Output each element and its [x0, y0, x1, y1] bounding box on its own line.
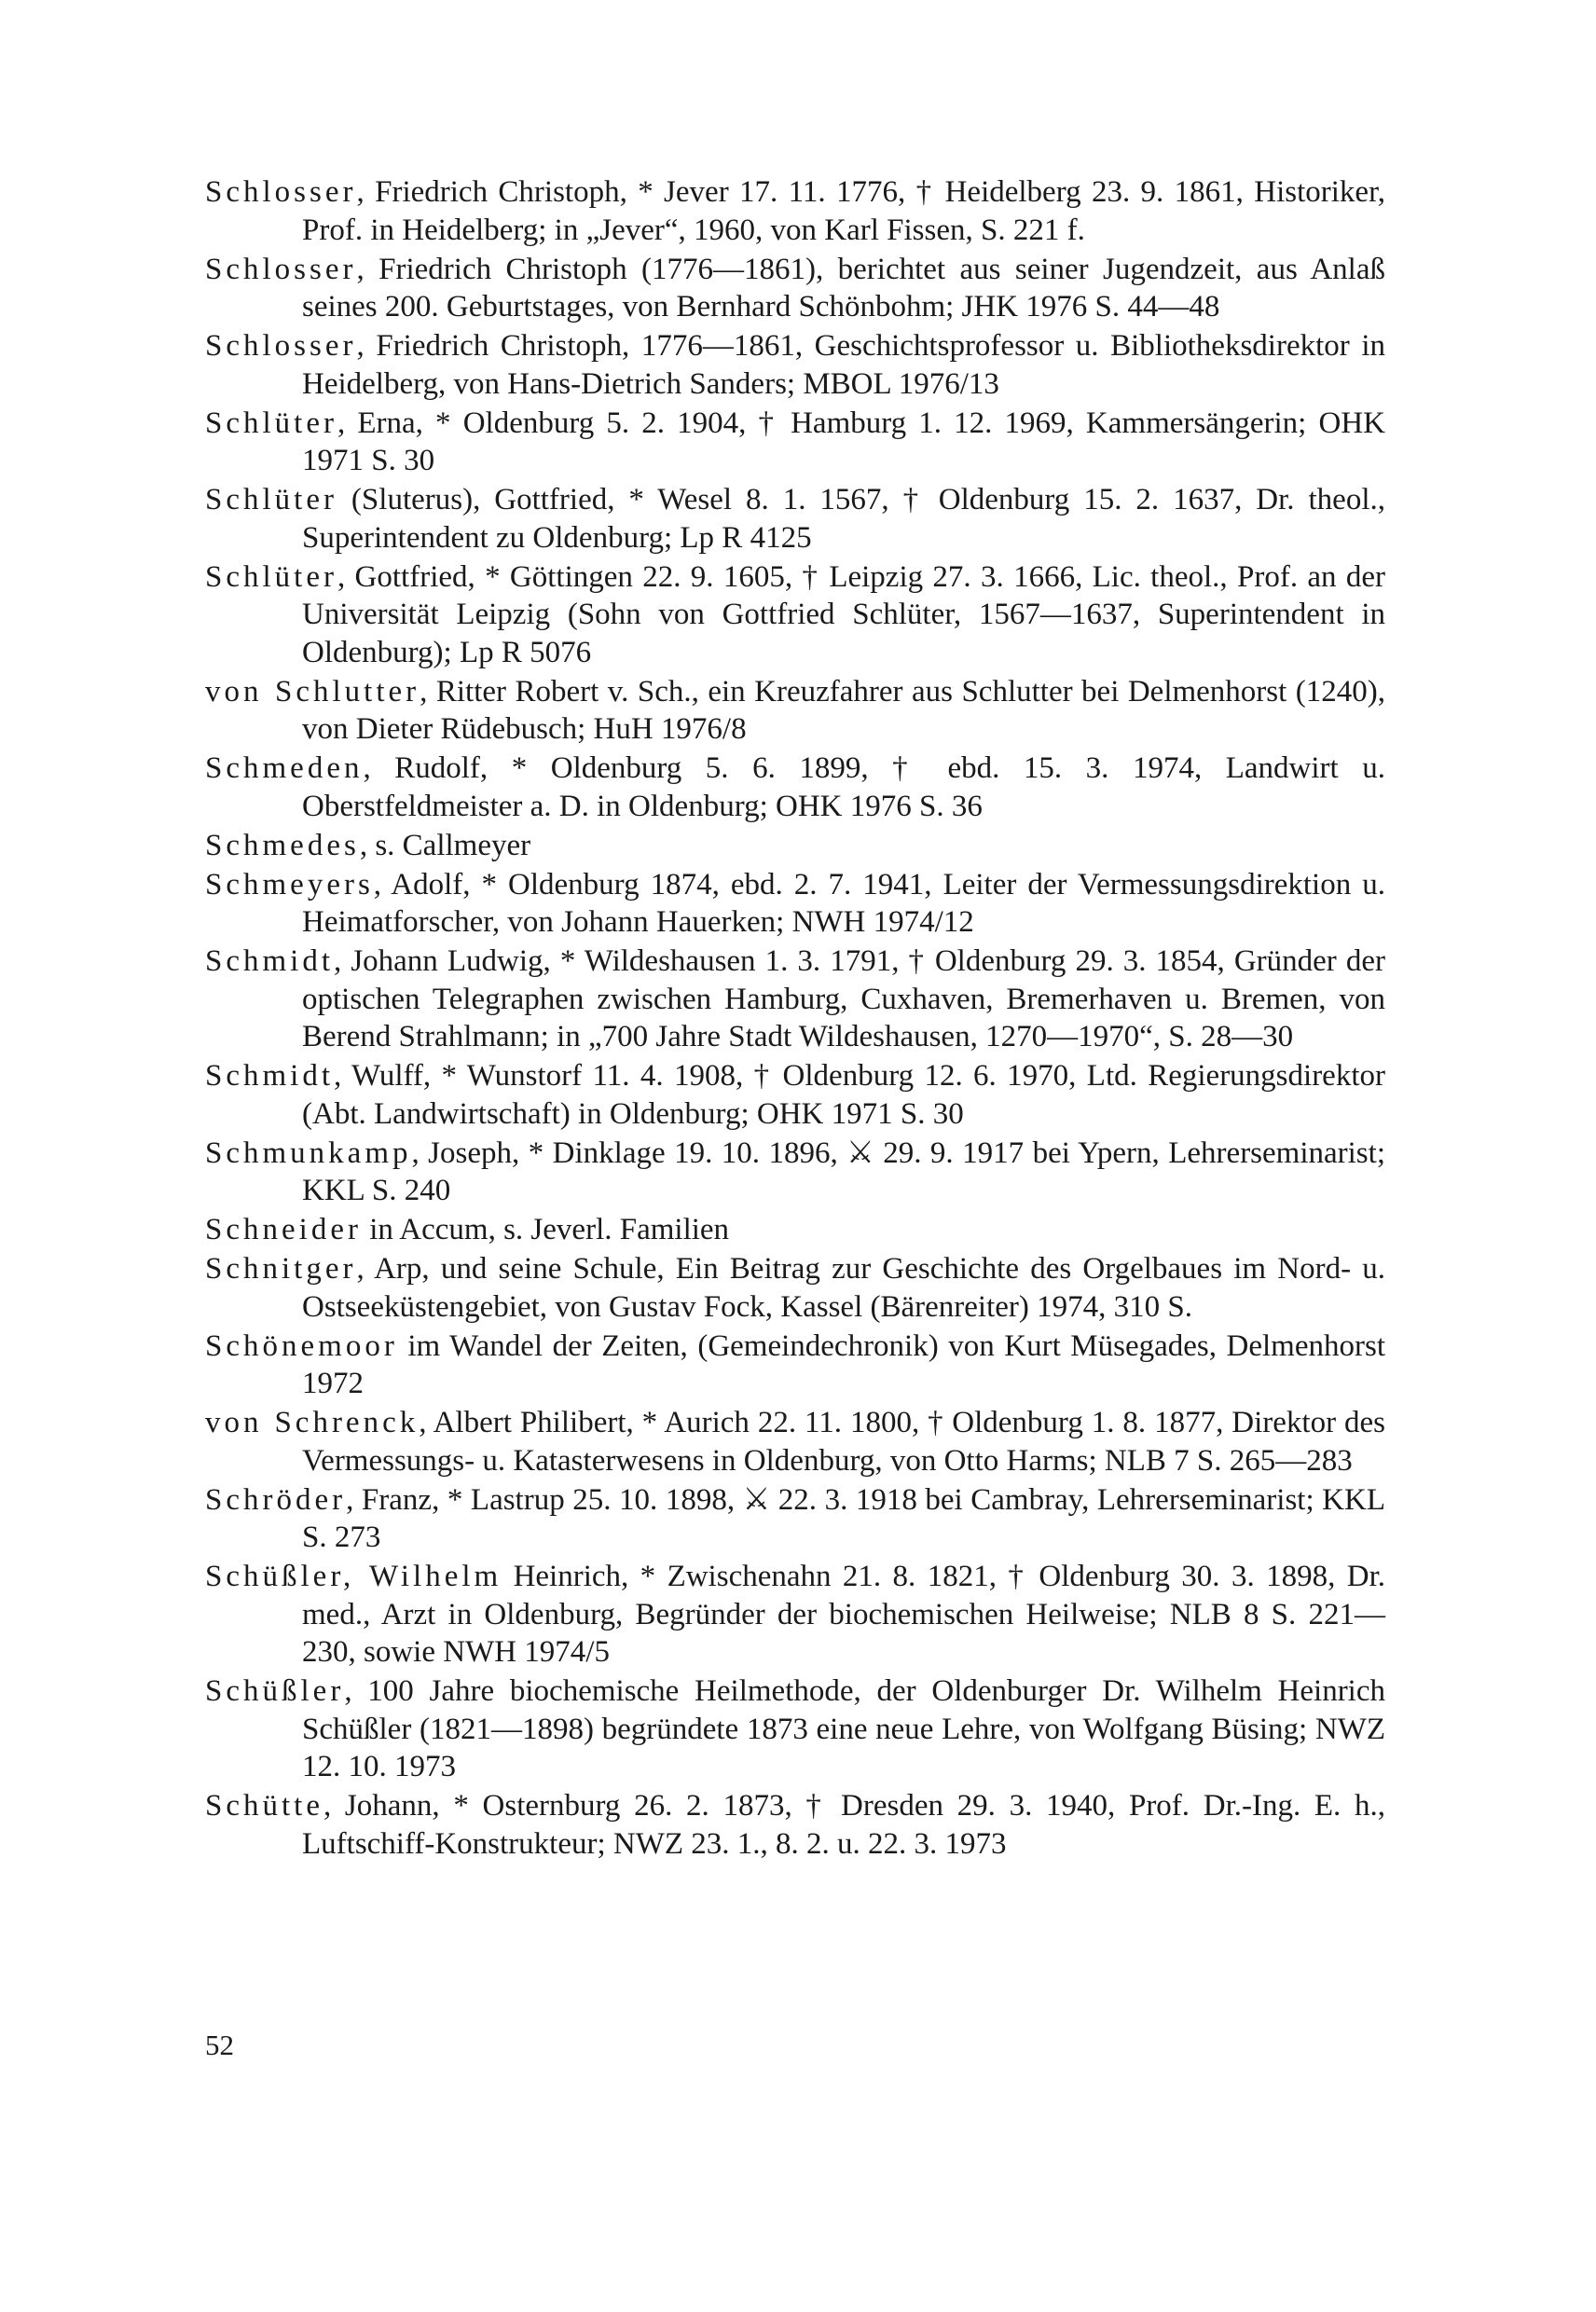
bibliography-entry — [205, 673, 1385, 749]
entry-text: , Franz, * Lastrup 25. 10. 1898, ⚔ 22. 3. 1918 bei Cambray, Lehrerseminarist; KKL S. 273 — [302, 1482, 1385, 1554]
entry-prefix: von — [205, 674, 275, 709]
entry-text: , Adolf, * Oldenburg 1874, ebd. 2. 7. 1941, Leiter der Vermessungsdirektion u. Heimatforscher, von Johann Hauerken; NWH 1974/12 — [302, 867, 1385, 939]
entry-headword: Schlosser — [205, 329, 357, 363]
entry-headword: Schmeden — [205, 751, 364, 785]
entry-text: , Friedrich Christoph, * Jever 17. 11. 1776, † Heidelberg 23. 9. 1861, Historiker, Prof. in Heidelberg; in „Jever“, 1960, von Karl Fissen, S. 221 f. — [302, 175, 1385, 247]
bibliography-entry — [205, 1558, 1385, 1672]
bibliography-entry — [205, 1328, 1385, 1403]
bibliography-entry — [205, 1787, 1385, 1863]
entry-prefix: von — [205, 1406, 275, 1439]
entry-headword: Schüßler, Wilhelm — [205, 1560, 502, 1593]
entry-text: , s. Callmeyer — [359, 828, 531, 862]
entry-headword: Schlüter — [205, 406, 337, 440]
bibliography-entry — [205, 481, 1385, 557]
entry-text: , Ritter Robert v. Sch., ein Kreuzfahrer aus Schlutter bei Delmenhorst (1240), von Dieter Rüdebusch; HuH 1976/8 — [302, 674, 1386, 746]
bibliography-entry — [205, 405, 1385, 480]
entry-text: , Joseph, * Dinklage 19. 10. 1896, ⚔ 29. 9. 1917 bei Ypern, Lehrerseminarist; KKL S. 240 — [302, 1135, 1385, 1207]
entry-text: , Johann Ludwig, * Wildeshausen 1. 3. 1791, † Oldenburg 29. 3. 1854, Gründer der optischen Telegraphen zwischen Hamburg, Cuxhaven, Bremerhaven u. Bremen, von Berend Strahlmann; in „700 Jahre Stadt Wildeshausen, 1270—1970“, S. 28—30 — [302, 944, 1385, 1053]
entry-headword: Schrenck — [274, 1406, 420, 1439]
entry-headword: Schütte — [205, 1789, 323, 1823]
page-number: 52 — [205, 2029, 234, 2061]
entry-text: Heinrich, * Zwischenahn 21. 8. 1821, † Oldenburg 30. 3. 1898, Dr. med., Arzt in Oldenburg, Begründer der biochemischen Heilweise; NLB 8 S. 221—230, sowie NWH 1974/5 — [302, 1560, 1385, 1669]
entry-text: in Accum, s. Jeverl. Familien — [361, 1213, 730, 1246]
entry-headword: Schlutter — [274, 674, 420, 709]
entry-headword: Schneider — [205, 1213, 362, 1246]
bibliography-entry — [205, 1481, 1385, 1557]
entry-text: , Gottfried, * Göttingen 22. 9. 1605, † Leipzig 27. 3. 1666, Lic. theol., Prof. an der Universität Leipzig (Sohn von Gottfried Schlüter, 1567—1637, Superintendent in Oldenburg); Lp R 5076 — [302, 559, 1385, 669]
entry-text: , Wulff, * Wunstorf 11. 4. 1908, † Oldenburg 12. 6. 1970, Ltd. Regierungsdirektor (Abt. Landwirtschaft) in Oldenburg; OHK 1971 S. 30 — [302, 1059, 1385, 1131]
bibliography-entries — [205, 173, 1385, 1865]
entry-headword: Schmeyers — [205, 867, 374, 901]
bibliography-entry — [205, 1211, 1385, 1249]
entry-text: , Rudolf, * Oldenburg 5. 6. 1899, † ebd. 15. 3. 1974, Landwirt u. Oberstfeldmeister a. D. in Oldenburg; OHK 1976 S. 36 — [302, 751, 1385, 823]
bibliography-entry — [205, 173, 1385, 249]
entry-headword: Schlosser — [205, 175, 357, 209]
entry-headword: Schröder — [205, 1482, 347, 1517]
bibliography-entry — [205, 866, 1385, 942]
entry-headword: Schmidt — [205, 1059, 335, 1093]
entry-text: (Sluterus), Gottfried, * Wesel 8. 1. 1567, † Oldenburg 15. 2. 1637, Dr. theol., Superintendent zu Oldenburg; Lp R 4125 — [302, 483, 1385, 555]
entry-headword: Schüßler — [205, 1674, 345, 1708]
entry-headword: Schlüter — [205, 559, 337, 594]
bibliography-entry — [205, 1057, 1385, 1133]
entry-text: , Erna, * Oldenburg 5. 2. 1904, † Hamburg 1. 12. 1969, Kammersängerin; OHK 1971 S. 30 — [302, 406, 1385, 477]
bibliography-entry — [205, 827, 1385, 865]
bibliography-entry — [205, 943, 1385, 1056]
bibliography-entry — [205, 750, 1385, 825]
entry-headword: Schlosser — [205, 252, 357, 286]
entry-headword: Schlüter — [205, 483, 337, 516]
entry-headword: Schnitger — [205, 1252, 357, 1286]
bibliography-entry — [205, 1250, 1385, 1326]
entry-text: , Albert Philibert, * Aurich 22. 11. 1800, † Oldenburg 1. 8. 1877, Direktor des Vermessungs- u. Katasterwesens in Oldenburg, von Otto Harms; NLB 7 S. 265—283 — [302, 1406, 1386, 1478]
bibliography-entry — [205, 1404, 1385, 1479]
bibliography-entry — [205, 327, 1385, 403]
entry-text: , 100 Jahre biochemische Heilmethode, der Oldenburger Dr. Wilhelm Heinrich Schüßler (1821—1898) begründete 1873 eine neue Lehre, von Wolfgang Büsing; NWZ 12. 10. 1973 — [302, 1674, 1385, 1783]
entry-text: im Wandel der Zeiten, (Gemeindechronik) von Kurt Müsegades, Delmenhorst 1972 — [302, 1328, 1385, 1400]
bibliography-entry — [205, 558, 1385, 672]
entry-text: , Johann, * Osternburg 26. 2. 1873, † Dresden 29. 3. 1940, Prof. Dr.-Ing. E. h., Luftschiff-Konstrukteur; NWZ 23. 1., 8. 2. u. 22. 3. 1973 — [302, 1789, 1385, 1861]
entry-headword: Schönemoor — [205, 1328, 398, 1363]
entry-text: , Friedrich Christoph, 1776—1861, Geschichtsprofessor u. Bibliotheksdirektor in Heidelberg, von Hans-Dietrich Sanders; MBOL 1976/13 — [302, 329, 1385, 401]
entry-text: , Friedrich Christoph (1776—1861), berichtet aus seiner Jugendzeit, aus Anlaß seines 200. Geburtstages, von Bernhard Schönbohm; JHK 1976 S. 44—48 — [302, 252, 1385, 323]
bibliography-entry — [205, 1672, 1385, 1786]
bibliography-entry — [205, 251, 1385, 326]
bibliography-entry — [205, 1135, 1385, 1210]
entry-text: , Arp, und seine Schule, Ein Beitrag zur Geschichte des Orgelbaues im Nord- u. Ostseeküstengebiet, von Gustav Fock, Kassel (Bärenreiter) 1974, 310 S. — [302, 1252, 1385, 1324]
entry-headword: Schmidt — [205, 944, 335, 978]
entry-headword: Schmunkamp — [205, 1135, 412, 1170]
entry-headword: Schmedes — [205, 828, 360, 862]
